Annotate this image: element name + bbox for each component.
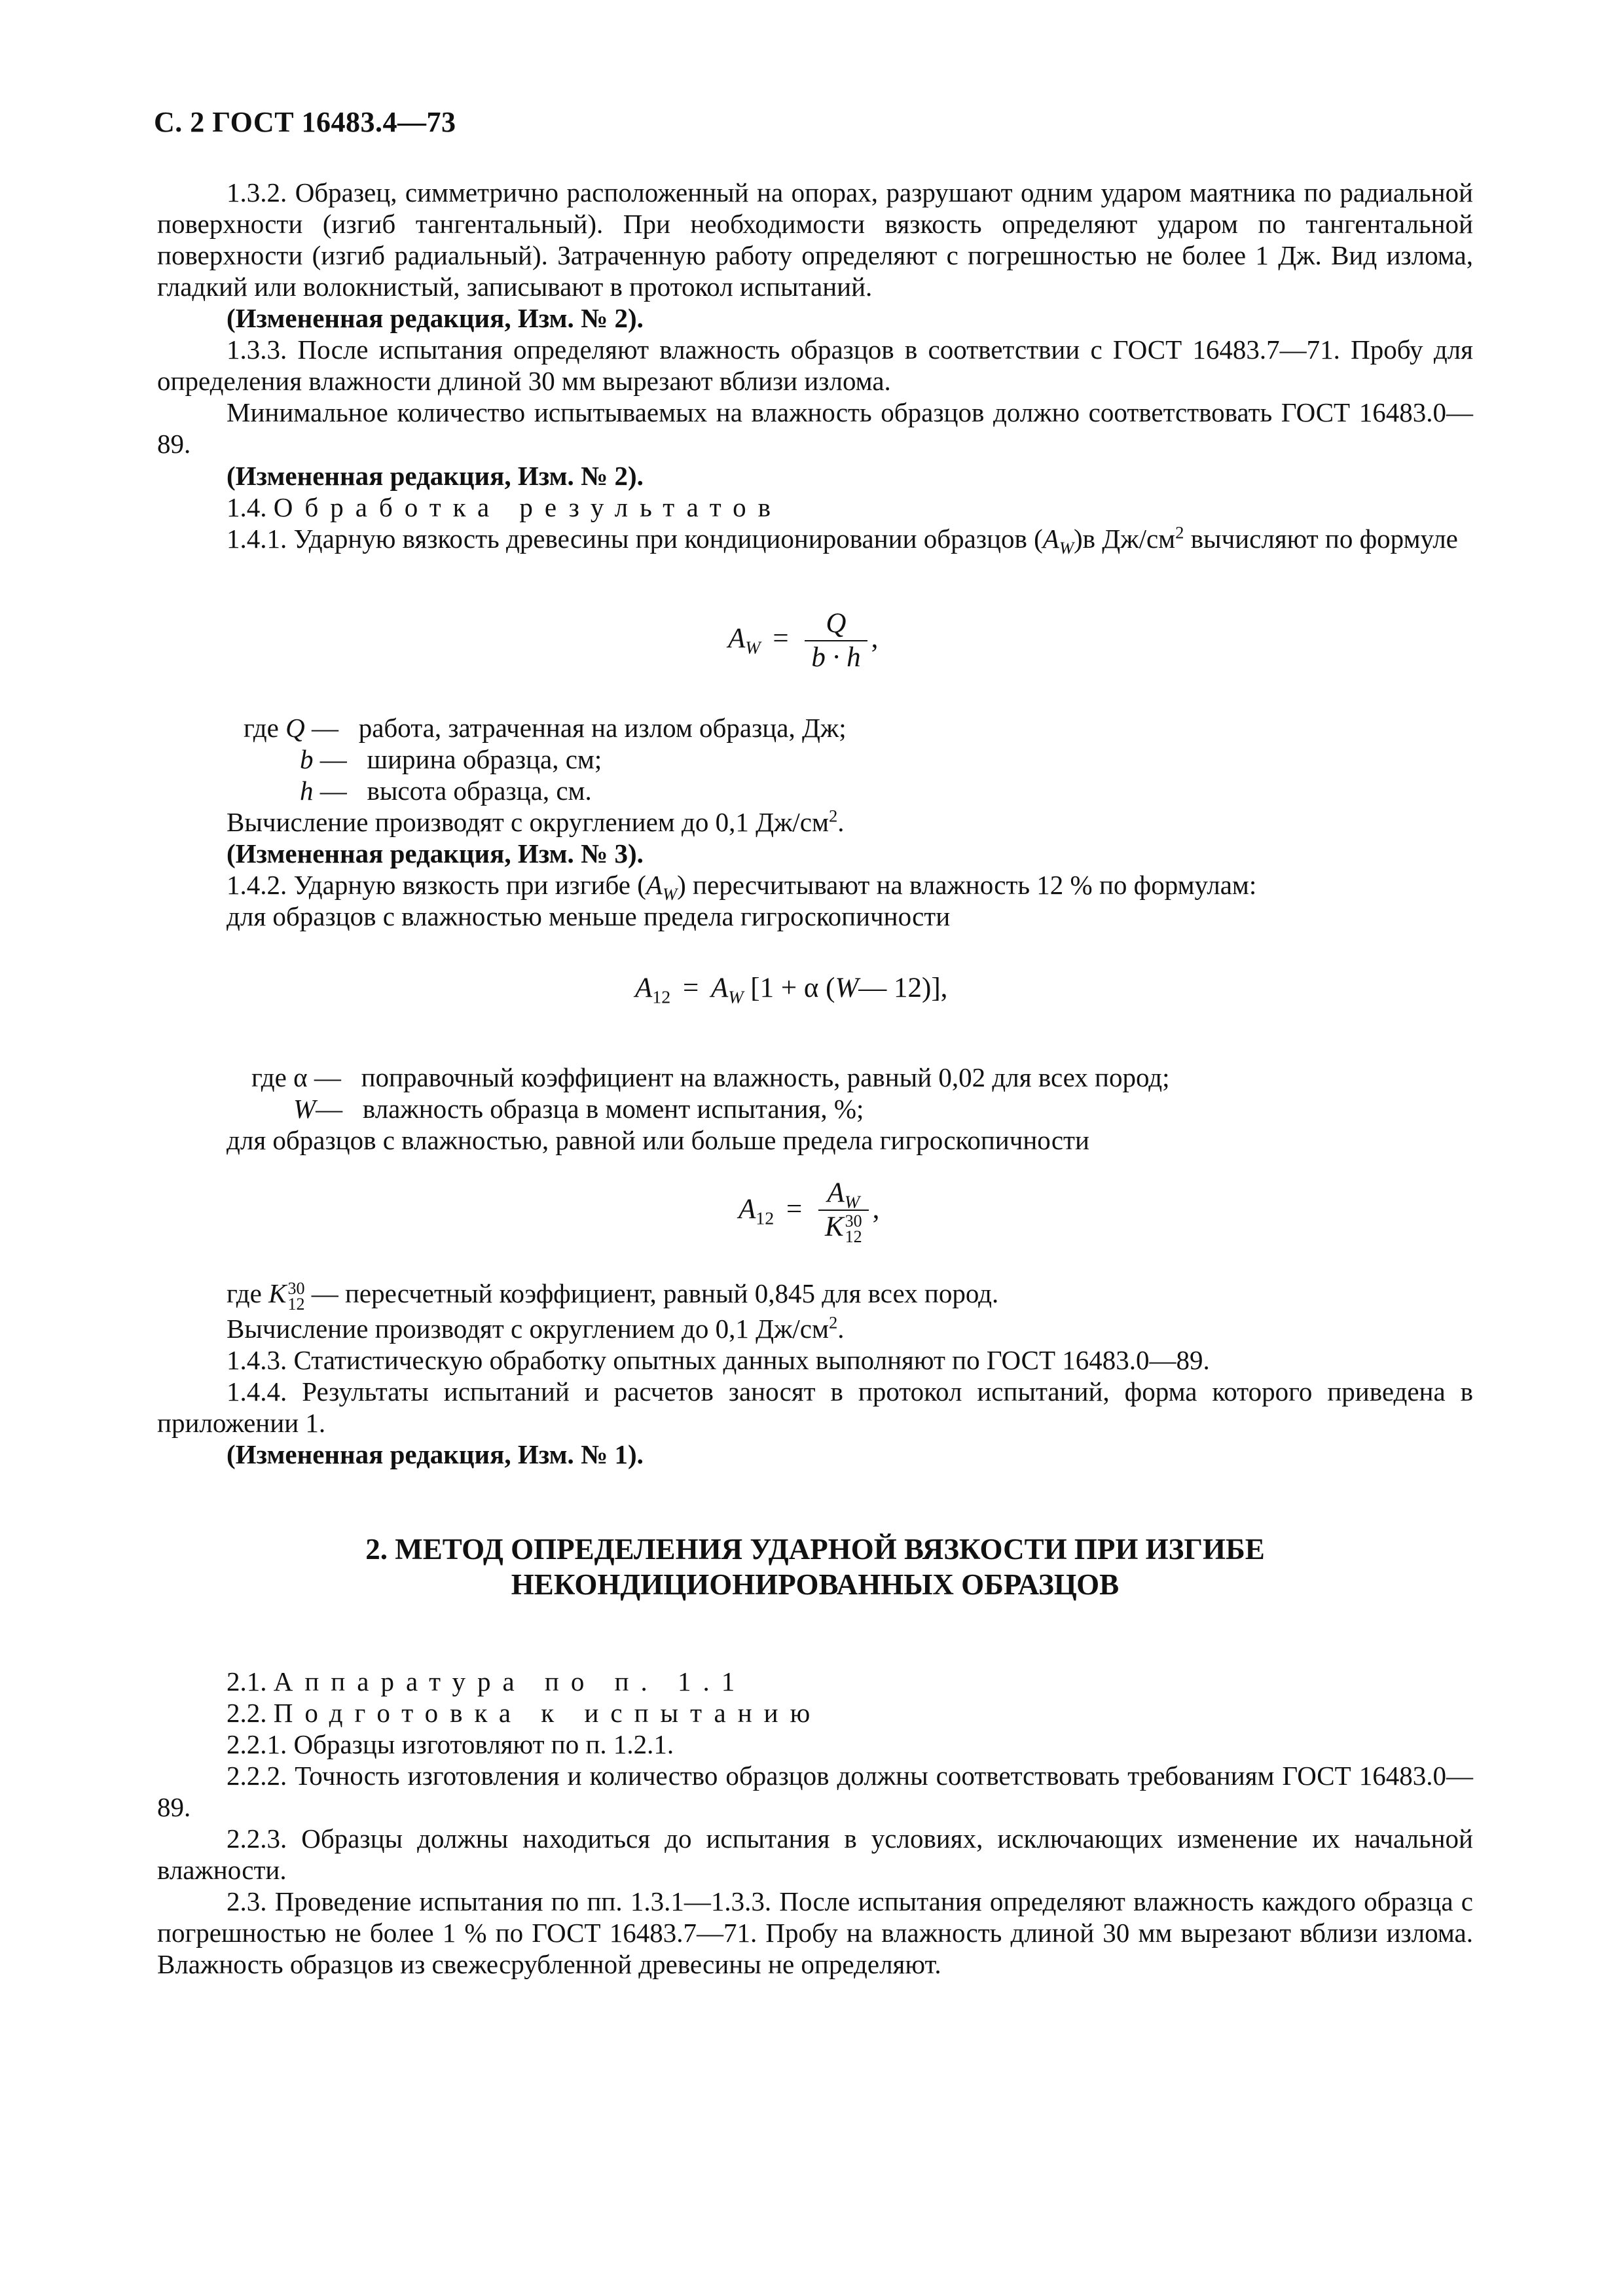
formula-fraction: $\frac{Q}{b \cdot h}$ <box>805 609 867 673</box>
section-2-title-line-2: НЕКОНДИЦИОНИРОВАННЫХ ОБРАЗЦОВ <box>511 1568 1120 1601</box>
legend-b: b — ширина образца, см; <box>300 744 602 774</box>
paragraph-1-3-3: 1.3.3. После испытания определяют влажность образцов в соответствии с ГОСТ 16483.7—71. Пробу для определения влажности длиной 30 мм вырезают вблизи излома. <box>157 334 1473 396</box>
legend-alpha: где α — поправочный коэффициент на влажность, равный 0,02 для всех пород; <box>251 1062 1170 1092</box>
paragraph-2-2-3: 2.2.3. Образцы должны находиться до испытания в условиях, исключающих изменение их начальной влажности. <box>157 1823 1473 1885</box>
revision-note-1: (Измененная редакция, Изм. № 1). <box>227 1439 644 1469</box>
revision-note-3: (Измененная редакция, Изм. № 3). <box>227 838 644 869</box>
legend-q: где Q — работа, затраченная на излом образца, Дж; <box>244 713 847 743</box>
heading-1-4-number: 1.4. <box>227 492 267 522</box>
legend-w: W— влажность образца в момент испытания, %; <box>293 1094 864 1124</box>
calc-rounding-1: Вычисление производят с округлением до 0,1 $Дж/см^2$. <box>227 806 845 837</box>
revision-note-2a: (Измененная редакция, Изм. № 2). <box>227 303 644 333</box>
legend-k: где K 30 12 — пересчетный коэффициент, равный 0,845 для всех пород. <box>227 1278 999 1314</box>
heading-1-4 <box>227 492 782 523</box>
paragraph-1-3-2: 1.3.2. Образец, симметрично расположенный на опорах, разрушают одним ударом маятника по радиальной поверхности (изгиб тангентальный). При необходимости вязкость определяют ударом по тангентальной поверхности (изгиб радиальный). Затраченную работу определяют с погрешностью не более 1 Дж. Вид излома, гладкий или волокнистый, записывают в протокол испытаний. <box>157 177 1473 302</box>
paragraph-below-hygroscopic: для образцов с влажностью меньше предела гигроскопичности <box>227 901 951 931</box>
calc-rounding-2: Вычисление производят с округлением до 0,1 $Дж/см^2$. <box>227 1312 845 1344</box>
paragraph-1-4-3: 1.4.3. Статистическую обработку опытных данных выполняют по ГОСТ 16483.0—89. <box>227 1345 1210 1375</box>
legend-h: h — высота образца, см. <box>300 776 592 806</box>
paragraph-1-4-1: 1.4.1. Ударную вязкость древесины при кондиционировании образцов $(A_W)в$ $Дж/см^2$ вычисляют по формуле <box>227 522 1458 558</box>
paragraph-2-1: 2.1. Аппаратура по п. 1.1 <box>227 1666 747 1696</box>
formula-recalc-below: $A_{12} = A_W$ [1 + α (W— 12)], <box>635 973 948 1008</box>
paragraph-min-count: Минимальное количество испытываемых на влажность образцов должно соответствовать ГОСТ 16483.0—89. <box>157 397 1473 459</box>
heading-1-4-text: Обработка результатов <box>273 492 783 522</box>
formula-impact-strength: $A_W$ = $\frac{Q}{b \cdot h}$ , <box>728 608 879 673</box>
paragraph-above-hygroscopic: для образцов с влажностью, равной или больше предела гигроскопичности <box>227 1125 1089 1155</box>
page-header: С. 2 ГОСТ 16483.4—73 <box>154 106 456 138</box>
revision-note-2b: (Измененная редакция, Изм. № 2). <box>227 461 644 491</box>
paragraph-2-2: 2.2. Подготовка к испытанию <box>227 1698 822 1728</box>
section-2-title-line-1: 2. МЕТОД ОПРЕДЕЛЕНИЯ УДАРНОЙ ВЯЗКОСТИ ПРИ ИЗГИБЕ <box>365 1533 1265 1566</box>
formula-recalc-above: $A_{12}$ = $A_W$ K 30 12 , <box>739 1177 880 1247</box>
paragraph-1-4-2: 1.4.2. Ударную вязкость при изгибе $(A_W)$ пересчитывают на влажность 12 % по формулам: <box>227 870 1257 905</box>
paragraph-2-3: 2.3. Проведение испытания по пп. 1.3.1—1.3.3. После испытания определяют влажность каждого образца с погрешностью не более 1 % по ГОСТ 16483.7—71. Пробу на влажность длиной 30 мм вырезают вблизи излома. Влажность образцов из свежесрубленной древесины не определяют. <box>157 1886 1473 1979</box>
paragraph-2-2-2: 2.2.2. Точность изготовления и количество образцов должны соответствовать требованиям ГОСТ 16483.0—89. <box>157 1761 1473 1822</box>
formula-fraction-k: $A_W$ K 30 12 <box>818 1178 869 1245</box>
paragraph-1-4-4: 1.4.4. Результаты испытаний и расчетов заносят в протокол испытаний, форма которого приведена в приложении 1. <box>157 1376 1473 1438</box>
paragraph-2-2-1: 2.2.1. Образцы изготовляют по п. 1.2.1. <box>227 1729 674 1759</box>
